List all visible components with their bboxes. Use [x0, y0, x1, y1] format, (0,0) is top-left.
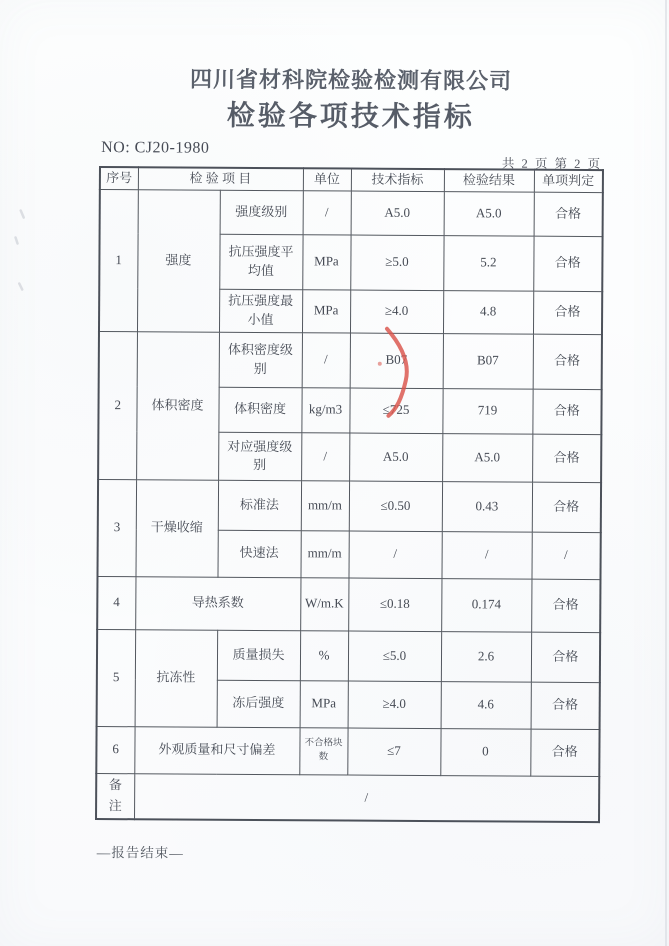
table-cell: / [349, 531, 442, 579]
table-cell: 合格 [532, 389, 601, 434]
table-cell: mm/m [301, 531, 349, 578]
table-header-row [100, 167, 603, 192]
table-header-cell: 序号 [100, 167, 138, 190]
table-cell: 合格 [530, 729, 599, 776]
scan-edge-shadow [665, 0, 667, 946]
table-cell: ≤725 [349, 388, 442, 434]
table-cell: MPa [300, 681, 348, 728]
table-cell: ≤0.50 [349, 481, 442, 532]
table-cell: 合格 [533, 334, 602, 389]
table-cell: / [303, 191, 351, 235]
table-row [97, 629, 600, 682]
table-cell: 合格 [533, 291, 602, 334]
table-header-cell: 单项判定 [534, 170, 603, 193]
table-cell: A5.0 [442, 433, 532, 482]
table-header-cell: 检验结果 [444, 169, 534, 192]
table-cell: 抗冻性 [135, 630, 218, 727]
table-cell: W/m.K [300, 578, 348, 631]
table-cell: A5.0 [351, 191, 444, 236]
table-cell: / [442, 531, 532, 579]
table-cell: B07 [443, 333, 533, 389]
table-cell: 快速法 [217, 530, 300, 578]
table-cell: 5.2 [443, 235, 533, 291]
table-cell: 6 [96, 726, 134, 773]
table-cell: 5 [97, 629, 136, 726]
table-cell: 抗压强度最小值 [219, 289, 302, 333]
table-cell: 合格 [533, 236, 602, 291]
table-cell: 合格 [532, 482, 601, 532]
table-cell: 719 [442, 388, 532, 434]
report-number: NO: CJ20-1980 [101, 139, 210, 157]
table-cell: 4.6 [441, 681, 531, 729]
company-name: 四川省材科院检验检测有限公司 [189, 66, 513, 94]
table-header-cell: 单位 [303, 168, 351, 191]
table-cell: MPa [302, 290, 350, 333]
table-cell: ≤7 [347, 728, 440, 776]
table-cell: 冻后强度 [217, 680, 300, 728]
table-cell: 不合格块数 [299, 728, 347, 775]
table-cell: / [134, 774, 599, 823]
table-cell: 合格 [531, 682, 600, 729]
table-cell: B07 [350, 333, 443, 389]
report-title: 检验各项技术指标 [226, 99, 475, 133]
table-cell: mm/m [301, 481, 349, 531]
table-cell: 合格 [532, 434, 601, 482]
table-cell: ≥5.0 [350, 235, 443, 291]
margin-smudge-marks [15, 210, 23, 289]
table-cell: 干燥收缩 [135, 480, 218, 577]
table-row [97, 576, 600, 632]
table-cell: ≥4.0 [348, 681, 441, 729]
table-cell: kg/m3 [301, 388, 349, 433]
table-cell: / [301, 433, 349, 481]
table-cell: 合格 [531, 632, 600, 682]
table-cell: / [302, 333, 350, 388]
table-cell: 体积密度级别 [219, 332, 302, 388]
page-counter: 共 2 页 第 2 页 [501, 156, 603, 172]
table-cell: 抗压强度平均值 [219, 234, 302, 290]
table-cell: 合格 [531, 579, 600, 632]
table-header-cell: 技术指标 [351, 169, 444, 192]
table-cell: A5.0 [349, 433, 442, 482]
table-cell: 1 [99, 189, 138, 331]
table-header-cell: 检 验 项 目 [138, 167, 303, 190]
table-row [100, 189, 603, 236]
table-cell: 质量损失 [217, 630, 300, 681]
table-cell: 2 [98, 331, 137, 479]
table-cell: A5.0 [444, 191, 534, 236]
table-cell: 导热系数 [135, 577, 300, 631]
table-cell: % [300, 631, 348, 681]
table-row [96, 726, 599, 776]
table-cell: ≤5.0 [348, 631, 441, 682]
table-row [99, 331, 602, 389]
table-body [96, 189, 603, 822]
table-cell: 合格 [534, 192, 603, 236]
table-cell: MPa [302, 235, 350, 290]
table-cell: 备注 [96, 773, 134, 819]
table-cell: ≤0.18 [348, 578, 441, 632]
table-cell: 2.6 [441, 631, 531, 682]
table-cell: 3 [97, 479, 136, 576]
table-head [100, 167, 603, 192]
table-cell: 强度 [137, 190, 220, 332]
table-cell: 0.43 [442, 481, 532, 532]
end-of-report-note: —报告结束— [96, 844, 184, 861]
table-cell: 4 [97, 576, 135, 629]
table-cell: 体积密度 [136, 332, 219, 480]
table-row [96, 773, 599, 822]
table-cell: 4.8 [443, 290, 533, 334]
table-cell: 0.174 [441, 578, 531, 632]
table-cell: 对应强度级别 [218, 432, 301, 481]
table-row [98, 479, 601, 532]
table-cell: 强度级别 [220, 190, 303, 235]
table-cell: / [532, 532, 601, 579]
table-cell: 0 [440, 728, 530, 776]
table-cell: ≥4.0 [350, 290, 443, 334]
table-cell: 外观质量和尺寸偏差 [134, 727, 299, 775]
table-cell: 体积密度 [218, 387, 301, 433]
table-cell: 标准法 [218, 480, 301, 531]
inspection-results-table [95, 166, 604, 823]
